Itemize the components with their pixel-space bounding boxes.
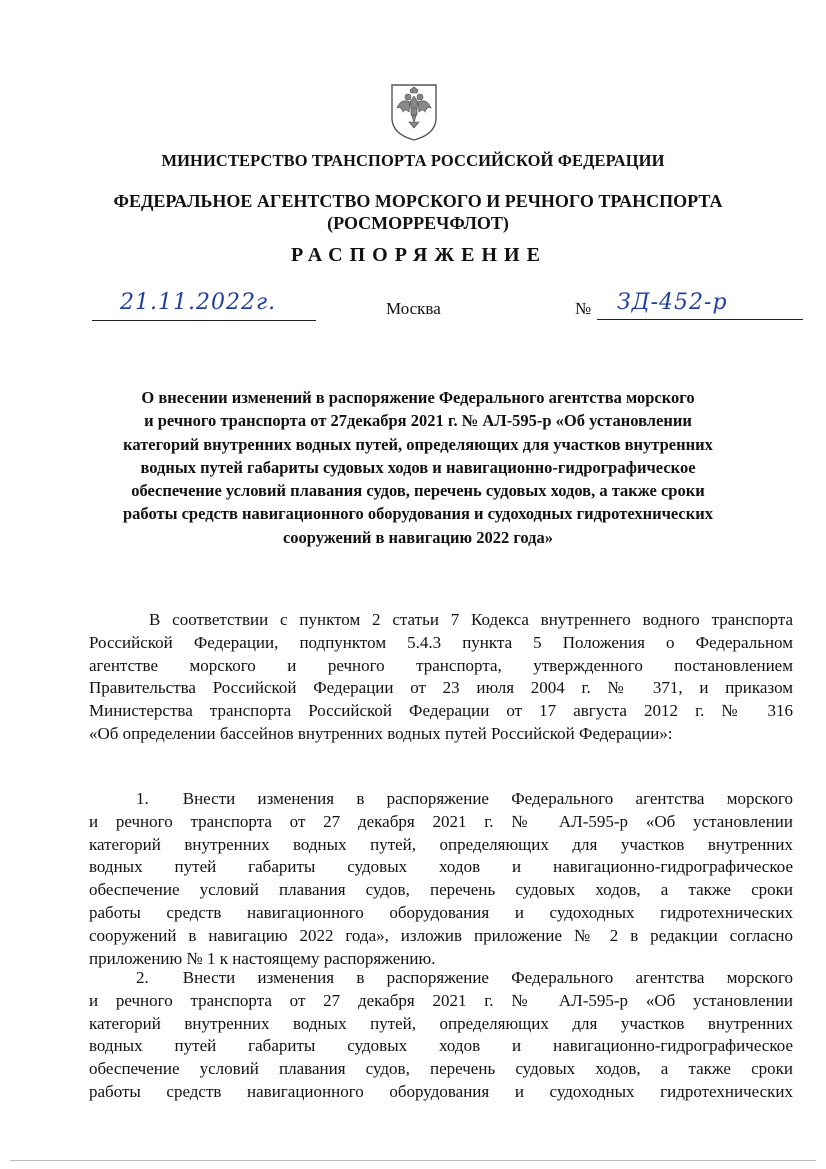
ministry-name: МИНИСТЕРСТВО ТРАНСПОРТА РОССИЙСКОЙ ФЕДЕРАЦИИ <box>161 151 665 170</box>
text-line: водных путей габариты судовых ходов и навигационно-гидрографическое <box>89 857 793 877</box>
text-line: Министерства транспорта Российской Федерации от 17 августа 2012 г. № 316 <box>89 701 793 721</box>
text-line: 2. Внести изменения в распоряжение Федерального агентства морского <box>136 968 793 987</box>
document-subject <box>100 386 736 549</box>
text-line: обеспечение условий плавания судов, перечень судовых ходов, а также сроки <box>89 1059 793 1079</box>
text-line: категорий внутренних водных путей, определяющих для участков внутренних <box>89 1013 793 1033</box>
text-line: Российской Федерации, подпунктом 5.4.3 пункта 5 Положения о Федеральном <box>89 632 793 652</box>
text-line: работы средств навигационного оборудования и судоходных гидротехнических <box>89 902 793 922</box>
agency-short-name: (РОСМОРРЕЧФЛОТ) <box>327 213 509 233</box>
city-label: Москва <box>386 299 441 318</box>
text-line: приложению № 1 к настоящему распоряжению. <box>89 948 436 968</box>
text-line: и речного транспорта от 27 декабря 2021 г. № АЛ-595-р «Об установлении <box>89 990 793 1010</box>
text-line: и речного транспорта от 27 декабря 2021 г. № АЛ-595-р «Об установлении <box>89 811 793 831</box>
date-field <box>92 292 316 321</box>
handwritten-date: 21.11.2022г. <box>120 290 277 315</box>
subject-line: обеспечение условий плавания судов, перечень судовых ходов, а также сроки <box>131 481 705 501</box>
agency-name-line: ФЕДЕРАЛЬНОЕ АГЕНТСТВО МОРСКОГО И РЕЧНОГО ТРАНСПОРТА <box>113 191 723 211</box>
text-line: категорий внутренних водных путей, определяющих для участков внутренних <box>89 834 793 854</box>
clause-1 <box>89 788 793 970</box>
clause-2 <box>89 967 793 1104</box>
agency-name <box>0 190 826 234</box>
number-field <box>575 292 803 320</box>
page-edge-divider <box>10 1160 816 1161</box>
subject-line: категорий внутренних водных путей, определяющих для участков внутренних <box>123 434 713 454</box>
subject-line: сооружений в навигацию 2022 года» <box>282 527 554 547</box>
text-line: водных путей габариты судовых ходов и навигационно-гидрографическое <box>89 1036 793 1056</box>
text-line: работы средств навигационного оборудования и судоходных гидротехнических <box>89 1081 793 1101</box>
coat-of-arms-icon <box>389 82 439 142</box>
number-sign: № <box>575 299 592 318</box>
subject-line: О внесении изменений в распоряжение Федерального агентства морского <box>141 388 695 407</box>
subject-line: работы средств навигационного оборудования и судоходных гидротехнических <box>122 504 713 524</box>
text-line: В соответствии с пунктом 2 статьи 7 Кодекса внутреннего водного транспорта <box>149 610 793 629</box>
preamble-paragraph <box>89 609 793 746</box>
text-line: агентстве морского и речного транспорта, утвержденного постановлением <box>89 655 793 675</box>
handwritten-number: ЗД-452-р <box>617 290 728 315</box>
subject-line: и речного транспорта от 27декабря 2021 г. № АЛ-595-р «Об установлении <box>144 411 692 431</box>
text-line: 1. Внести изменения в распоряжение Федерального агентства морского <box>136 789 793 808</box>
document-type-title: РАСПОРЯЖЕНИЕ <box>291 244 547 266</box>
text-line: «Об определении бассейнов внутренних водных путей Российской Федерации»: <box>89 723 673 743</box>
text-line: сооружений в навигацию 2022 года», изложив приложение № 2 в редакции согласно <box>89 925 793 945</box>
text-line: Правительства Российской Федерации от 23 июля 2004 г. № 371, и приказом <box>89 678 793 698</box>
text-line: обеспечение условий плавания судов, перечень судовых ходов, а также сроки <box>89 880 793 900</box>
subject-line: водных путей габариты судовых ходов и навигационно-гидрографическое <box>140 457 696 477</box>
number-underline <box>597 319 803 320</box>
